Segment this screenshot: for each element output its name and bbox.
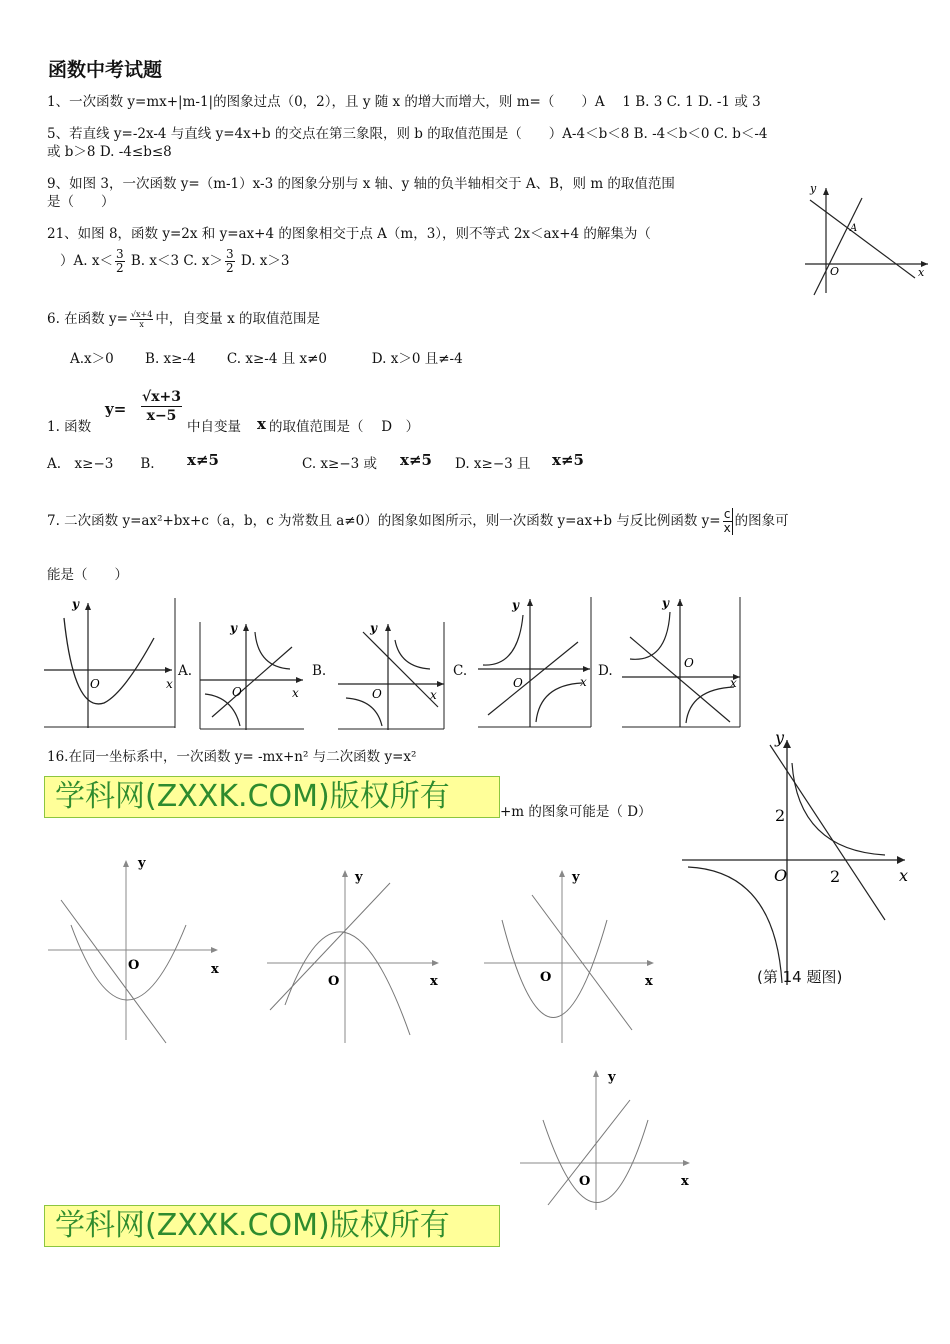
q1b-opt-b-math: x≠5 <box>187 451 219 469</box>
fig-y-label: y <box>662 596 669 610</box>
question-7-line2: 能是（ ） <box>47 567 128 583</box>
q16-graph-3 <box>482 865 662 1045</box>
q7-option-c-graph <box>478 597 593 729</box>
q1b-fraction <box>141 388 182 425</box>
fig-y-label: y <box>72 597 79 611</box>
fig-origin-label: O <box>372 687 382 701</box>
fig-y-label: y <box>370 621 377 635</box>
q1b-pre: 1. 函数 <box>47 419 92 435</box>
fig-x-label: x <box>292 686 299 700</box>
frac-num: 3 <box>115 247 124 261</box>
q21-option-bc: B. x＜3 C. x＞ <box>126 253 223 269</box>
fig-x-label: x <box>211 962 219 977</box>
fraction-three-halves-2 <box>225 248 235 275</box>
frac-den: 2 <box>225 261 234 275</box>
fig-x-label: x <box>430 688 437 702</box>
fig14-y-label: y <box>775 728 785 747</box>
question-21-options <box>60 248 290 275</box>
figure-3-graph <box>800 178 930 298</box>
q7-option-b-label: B. <box>312 663 327 679</box>
figure-14-caption: (第 14 题图) <box>757 968 843 986</box>
fig-origin-label: O <box>684 656 694 670</box>
fig-x-label: x <box>166 677 173 691</box>
frac-num: c <box>723 507 731 521</box>
watermark-banner-1: 学科网(ZXXK.COM)版权所有 <box>44 776 500 818</box>
q1b-mid: 中自变量 <box>187 419 241 435</box>
q1b-var: x <box>257 415 266 433</box>
fig-origin-label: O <box>513 676 523 690</box>
watermark-banner-2: 学科网(ZXXK.COM)版权所有 <box>44 1205 500 1247</box>
q1b-y: y= <box>105 400 127 418</box>
q1b-post: 的取值范围是（ D ） <box>269 419 420 435</box>
question-16-line1: 16.在同一坐标系中，一次函数 y= -mx+n² 与二次函数 y=x² <box>47 749 417 765</box>
question-1b-options <box>47 451 647 477</box>
frac-den: x <box>139 320 144 329</box>
frac-num: √x+4 <box>130 310 153 319</box>
fig-origin-label: O <box>90 677 100 691</box>
frac-num: √x+3 <box>142 389 182 405</box>
q7-option-c-label: C. <box>453 663 468 679</box>
fig14-x-intercept-label: 2 <box>830 867 841 886</box>
fig-y-label: y <box>572 870 580 885</box>
q21-option-a: ）A. x＜ <box>60 253 113 269</box>
fig-y-label: y <box>608 1070 616 1085</box>
fig-y-label: y <box>138 856 146 871</box>
fig3-origin-label: O <box>830 265 840 278</box>
fig-y-label: y <box>512 598 519 612</box>
question-9-line1: 9、如图 3，一次函数 y=（m-1）x-3 的图象分别与 x 轴、y 轴的负半轴相交于 A、B，则 m 的取值范围 <box>47 176 675 192</box>
fig-origin-label: O <box>328 974 340 989</box>
q6-post: 中，自变量 x 的取值范围是 <box>155 311 321 327</box>
frac-den: x <box>723 521 731 535</box>
fig-origin-label: O <box>232 685 242 699</box>
question-6-options: A.x＞0 B. x≥-4 C. x≥-4 且 x≠0 D. x＞0 且≠-4 <box>70 351 463 367</box>
fraction-three-halves <box>115 248 125 275</box>
fig-origin-label: O <box>128 958 140 973</box>
q7-option-d-graph <box>622 597 742 729</box>
q6-pre: 6. 在函数 y= <box>47 311 128 327</box>
q1b-opt-c: C. x≥−3 或 <box>302 456 378 472</box>
question-9-line2: 是（ ） <box>47 194 115 210</box>
fig14-origin-label: O <box>774 866 788 885</box>
fig-x-label: x <box>645 974 653 989</box>
fig-origin-label: O <box>579 1174 591 1189</box>
q7-parabola-figure <box>44 598 179 728</box>
q7-option-a-label: A. <box>178 663 193 679</box>
fig14-x-label: x <box>899 866 909 885</box>
frac-den: 2 <box>115 261 124 275</box>
page-title: 函数中考试题 <box>48 59 163 81</box>
q7-option-b-graph <box>338 622 446 730</box>
question-5-line2: 或 b＞8 D. -4≤b≤8 <box>47 144 172 160</box>
q1b-opt-d: D. x≥−3 且 <box>455 456 531 472</box>
frac-den: x−5 <box>146 408 177 424</box>
q21-option-d: D. x＞3 <box>236 253 290 269</box>
q1b-opt-a: A. x≥−3 B. <box>47 456 155 472</box>
frac-num: 3 <box>225 247 234 261</box>
fig-x-label: x <box>430 974 438 989</box>
fig-origin-label: O <box>540 970 552 985</box>
fig-x-label: x <box>580 675 587 689</box>
q7-text: 7. 二次函数 y=ax²+bx+c（a，b，c 为常数且 a≠0）的图象如图所示，则一次函数 y=ax+b 与反比例函数 y= <box>47 513 721 529</box>
fig3-y-label: y <box>810 182 817 195</box>
q7-option-d-label: D. <box>598 663 613 679</box>
question-5-line1: 5、若直线 y=-2x-4 与直线 y=4x+b 的交点在第三象限，则 b 的取值范围是（ ）A-4＜b＜8 B. -4＜b＜0 C. b＜-4 <box>47 126 768 142</box>
fig-x-label: x <box>730 676 737 690</box>
fig3-x-label: x <box>918 266 925 279</box>
question-7 <box>47 508 789 535</box>
question-21-line1: 21、如图 8，函数 y=2x 和 y=ax+4 的图象相交于点 A（m，3），则不等式 2x＜ax+4 的解集为（ <box>47 226 651 242</box>
q7-fraction <box>723 508 733 535</box>
q7-post: 的图象可 <box>734 513 789 529</box>
q16-graph-1 <box>46 855 226 1045</box>
fig3-point-a: A <box>850 223 858 234</box>
fig14-y-intercept-label: 2 <box>775 806 786 825</box>
q16-graph-4 <box>518 1065 698 1225</box>
q7-option-a-graph <box>200 622 305 730</box>
q6-fraction <box>130 310 153 329</box>
q1b-opt-d-math: x≠5 <box>552 451 584 469</box>
figure-14-graph <box>680 725 920 990</box>
question-16-line2: +m 的图象可能是（ D） <box>500 804 652 820</box>
fig-y-label: y <box>230 621 237 635</box>
fig-y-label: y <box>355 870 363 885</box>
question-1: 1、一次函数 y=mx+|m-1|的图象过点（0，2），且 y 随 x 的增大而增大，则 m=（ ）A 1 B. 3 C. 1 D. -1 或 3 <box>47 94 761 110</box>
question-6 <box>47 310 320 329</box>
q1b-opt-c-math: x≠5 <box>400 451 432 469</box>
q16-graph-2 <box>265 865 445 1045</box>
fig-x-label: x <box>681 1174 689 1189</box>
